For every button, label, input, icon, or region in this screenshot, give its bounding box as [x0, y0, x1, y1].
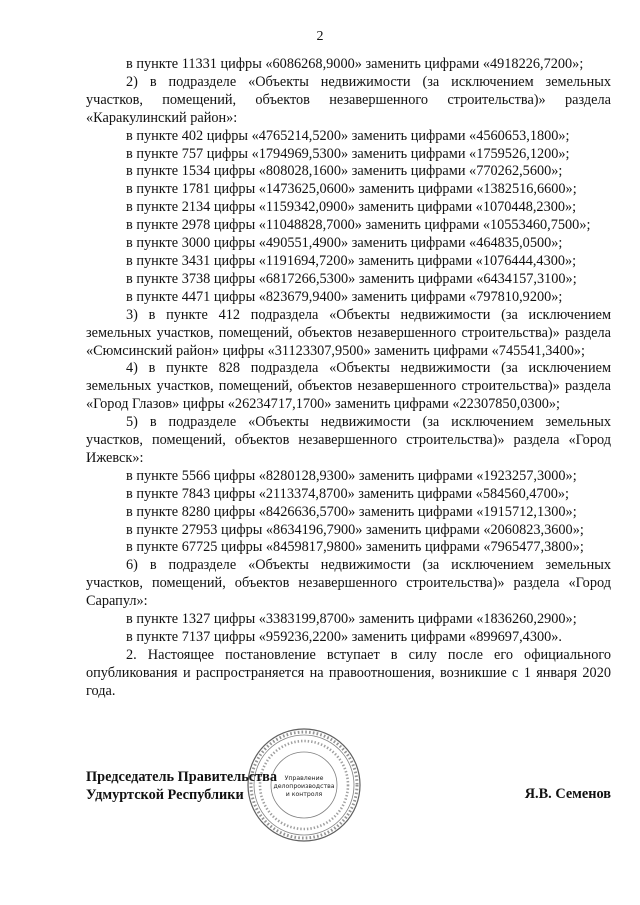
amendment-item: в пункте 5566 цифры «8280128,9300» заменить цифрами «1923257,3000»; [126, 467, 577, 484]
amendment-item: в пункте 27953 цифры «8634196,7900» заменить цифрами «2060823,3600»; [126, 521, 584, 538]
paragraph: 2) в подразделе «Объекты недвижимости (за исключением земельных участков, помещений, объектов незавершенного строительства)» раздела «Каракулинский район»: [86, 73, 611, 126]
paragraph: 5) в подразделе «Объекты недвижимости (за исключением земельных участков, помещений, объектов незавершенного строительства)» раздела «Город Ижевск»: [86, 414, 611, 466]
amendment-item: в пункте 3431 цифры «1191694,7200» заменить цифрами «1076444,4300»; [126, 252, 577, 269]
amendment-item: в пункте 7843 цифры «2113374,8700» заменить цифрами «584560,4700»; [126, 485, 570, 502]
document-body [86, 56, 611, 701]
paragraph: 3) в пункте 412 подраздела «Объекты недвижимости (за исключением земельных участков, помещений, объектов незавершенного строительства)» раздела «Сюмсинский район» цифры «31123307,9500» заменить цифрами «745541,3400»; [86, 306, 611, 359]
official-seal-stamp [246, 727, 362, 843]
signatory-position-line2: Удмуртской Республики [86, 786, 244, 803]
amendment-item: в пункте 3000 цифры «490551,4900» заменить цифрами «464835,0500»; [126, 235, 563, 252]
paragraph: 4) в пункте 828 подраздела «Объекты недвижимости (за исключением земельных участков, помещений, объектов незавершенного строительства)» раздела «Город Глазов» цифры «26234717,1700» заменить цифрами «22307850,0300»; [86, 360, 611, 413]
amendment-item: в пункте 4471 цифры «823679,9400» заменить цифрами «797810,9200»; [126, 288, 563, 305]
amendment-item: в пункте 1534 цифры «808028,1600» заменить цифрами «770262,5600»; [126, 163, 563, 180]
amendment-item: в пункте 11331 цифры «6086268,9000» заменить цифрами «4918226,7200»; [126, 56, 584, 72]
amendment-item: в пункте 2978 цифры «11048828,7000» заменить цифрами «10553460,7500»; [126, 217, 591, 234]
stamp-text-line3: и контроля [285, 791, 323, 798]
amendment-item: в пункте 757 цифры «1794969,5300» заменить цифрами «1759526,1200»; [126, 145, 570, 162]
amendment-item: в пункте 7137 цифры «959236,2200» заменить цифрами «899697,4300». [126, 629, 562, 645]
paragraph: 6) в подразделе «Объекты недвижимости (за исключением земельных участков, помещений, объектов незавершенного строительства)» раздела «Город Сарапул»: [86, 557, 611, 610]
signatory-name: Я.В. Семенов [524, 786, 611, 802]
amendment-item: в пункте 402 цифры «4765214,5200» заменить цифрами «4560653,1800»; [126, 127, 570, 144]
paragraph: 2. Настоящее постановление вступает в силу после его официального опубликования и распространяется на правоотношения, возникшие с 1 января 2020 года. [86, 646, 611, 699]
amendment-item: в пункте 3738 цифры «6817266,5300» заменить цифрами «6434157,3100»; [126, 270, 577, 287]
stamp-text-line1: Управление [284, 775, 324, 782]
page-number: 2 [316, 29, 324, 44]
amendment-item: в пункте 1327 цифры «3383199,8700» заменить цифрами «1836260,2900»; [126, 611, 577, 628]
stamp-text-line2: делопроизводства [273, 783, 335, 790]
amendment-item: в пункте 67725 цифры «8459817,9800» заменить цифрами «7965477,3800»; [126, 539, 584, 556]
amendment-item: в пункте 8280 цифры «8426636,5700» заменить цифрами «1915712,1300»; [126, 503, 577, 520]
signatory-position-line1: Председатель Правительства [86, 769, 278, 785]
amendment-item: в пункте 2134 цифры «1159342,0900» заменить цифрами «1070448,2300»; [126, 199, 577, 216]
amendment-item: в пункте 1781 цифры «1473625,0600» заменить цифрами «1382516,6600»; [126, 181, 577, 198]
